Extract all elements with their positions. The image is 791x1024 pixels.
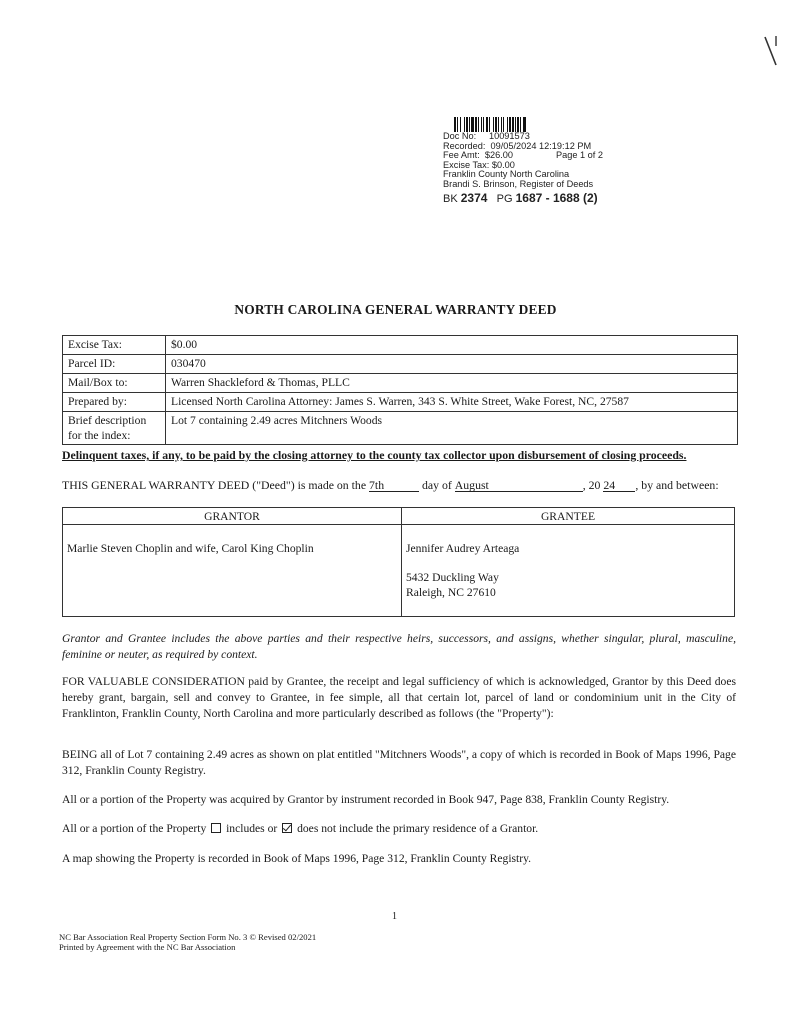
barcode bbox=[454, 117, 564, 132]
footer-line-1: NC Bar Association Real Property Section Form No. 3 © Revised 02/2021 bbox=[59, 932, 317, 942]
info-row-description bbox=[63, 412, 738, 445]
grantee-address-line-1: 5432 Duckling Way bbox=[406, 571, 499, 584]
includes-residence-checkbox[interactable] bbox=[211, 823, 221, 833]
info-row-excise bbox=[63, 336, 738, 355]
consideration-paragraph: FOR VALUABLE CONSIDERATION paid by Grantee, the receipt and legal sufficiency of which is acknowledged, Grantor by this Deed does hereby grant, bargain, sell and convey to Grantee, in fee simple, all that certain lot, parcel of land or condominium unit in the City of Franklinton, Franklin County, North Carolina and more particularly described as follows (the "Property"): bbox=[62, 675, 736, 720]
primary-residence-line bbox=[62, 821, 736, 837]
info-table bbox=[62, 335, 738, 445]
delinquent-taxes-notice: Delinquent taxes, if any, to be paid by the closing attorney to the county tax collector upon disbursement of closing proceeds. bbox=[62, 448, 687, 462]
info-row-prepared-by bbox=[63, 393, 738, 412]
doc-no: 10091573 bbox=[488, 131, 530, 141]
fee-label: Fee Amt: bbox=[443, 150, 480, 161]
does-not-include-residence-checkbox[interactable] bbox=[282, 823, 292, 833]
info-value: Warren Shackleford & Thomas, PLLC bbox=[166, 374, 738, 393]
info-value: Lot 7 containing 2.49 acres Mitchners Woods bbox=[166, 412, 738, 445]
residence-prefix: All or a portion of the Property bbox=[62, 822, 207, 835]
date-prefix: THIS GENERAL WARRANTY DEED ("Deed") is made on the bbox=[62, 478, 367, 492]
grantee-header: GRANTEE bbox=[402, 508, 735, 525]
grantee-cell bbox=[402, 525, 735, 617]
grantor-header: GRANTOR bbox=[63, 508, 402, 525]
info-label: Parcel ID: bbox=[63, 355, 166, 374]
date-suffix: , by and between: bbox=[635, 478, 719, 492]
info-label: Brief description for the index: bbox=[63, 412, 166, 445]
parties-table bbox=[62, 507, 735, 617]
grantee-name: Jennifer Audrey Arteaga bbox=[406, 542, 520, 555]
deed-year: 24 bbox=[603, 479, 635, 492]
year-prefix: , 20 bbox=[582, 478, 601, 492]
page-label: PG bbox=[496, 192, 513, 205]
map-paragraph: A map showing the Property is recorded in Book of Maps 1996, Page 312, Franklin County Registry. bbox=[62, 852, 532, 865]
book-page-line bbox=[443, 191, 623, 206]
handwritten-margin-mark bbox=[762, 34, 784, 68]
book-label: BK bbox=[443, 192, 458, 205]
recorded-datetime: 09/05/2024 12:19:12 PM bbox=[490, 140, 592, 151]
grantor-cell bbox=[63, 525, 402, 617]
info-label: Mail/Box to: bbox=[63, 374, 166, 393]
info-row-parcel bbox=[63, 355, 738, 374]
grantor-names: Marlie Steven Choplin and wife, Carol King Choplin bbox=[67, 542, 314, 555]
does-not-include-residence-label: does not include the primary residence of a Grantor. bbox=[297, 822, 539, 835]
page-number: 1 bbox=[392, 911, 397, 922]
doc-no-label: Doc No: bbox=[443, 131, 477, 141]
legal-description-paragraph: BEING all of Lot 7 containing 2.49 acres as shown on plat entitled "Mitchners Woods", a copy of which is recorded in Book of Maps 1996, Page 312, Franklin County Registry. bbox=[62, 748, 736, 777]
form-footer bbox=[59, 932, 316, 952]
info-value: 030470 bbox=[166, 355, 738, 374]
footer-line-2: Printed by Agreement with the NC Bar Association bbox=[59, 942, 236, 952]
register-of-deeds: Brandi S. Brinson, Register of Deeds bbox=[443, 178, 594, 189]
page-count: Page 1 of 2 bbox=[556, 150, 603, 161]
grantee-address-line-2: Raleigh, NC 27610 bbox=[406, 586, 496, 599]
fee-amount: $26.00 bbox=[484, 150, 513, 161]
excise-label: Excise Tax: bbox=[443, 159, 490, 170]
day-of-label: day of bbox=[421, 478, 452, 492]
info-label: Prepared by: bbox=[63, 393, 166, 412]
recorded-label: Recorded: bbox=[443, 140, 486, 151]
county: Franklin County North Carolina bbox=[443, 169, 570, 180]
excise-amount: $0.00 bbox=[491, 159, 515, 170]
info-row-mailbox bbox=[63, 374, 738, 393]
definition-paragraph: Grantor and Grantee includes the above parties and their respective heirs, successors, and assigns, whether singular, plural, masculine, feminine or neuter, as required by context. bbox=[62, 632, 736, 661]
includes-residence-label: includes or bbox=[226, 822, 278, 835]
page-range: 1687 - 1688 (2) bbox=[515, 190, 598, 205]
barcode-bar bbox=[526, 117, 527, 132]
deed-date-line bbox=[62, 478, 719, 493]
recording-stamp bbox=[443, 117, 623, 206]
info-value: $0.00 bbox=[166, 336, 738, 355]
deed-month: August bbox=[455, 479, 583, 492]
deed-day: 7th bbox=[369, 479, 419, 492]
acquisition-paragraph: All or a portion of the Property was acquired by Grantor by instrument recorded in Book 947, Page 838, Franklin County Registry. bbox=[62, 793, 670, 806]
book-number: 2374 bbox=[460, 190, 488, 205]
document-title: NORTH CAROLINA GENERAL WARRANTY DEED bbox=[234, 302, 557, 317]
info-label: Excise Tax: bbox=[63, 336, 166, 355]
info-value: Licensed North Carolina Attorney: James S. Warren, 343 S. White Street, Wake Forest, NC, 27587 bbox=[166, 393, 738, 412]
